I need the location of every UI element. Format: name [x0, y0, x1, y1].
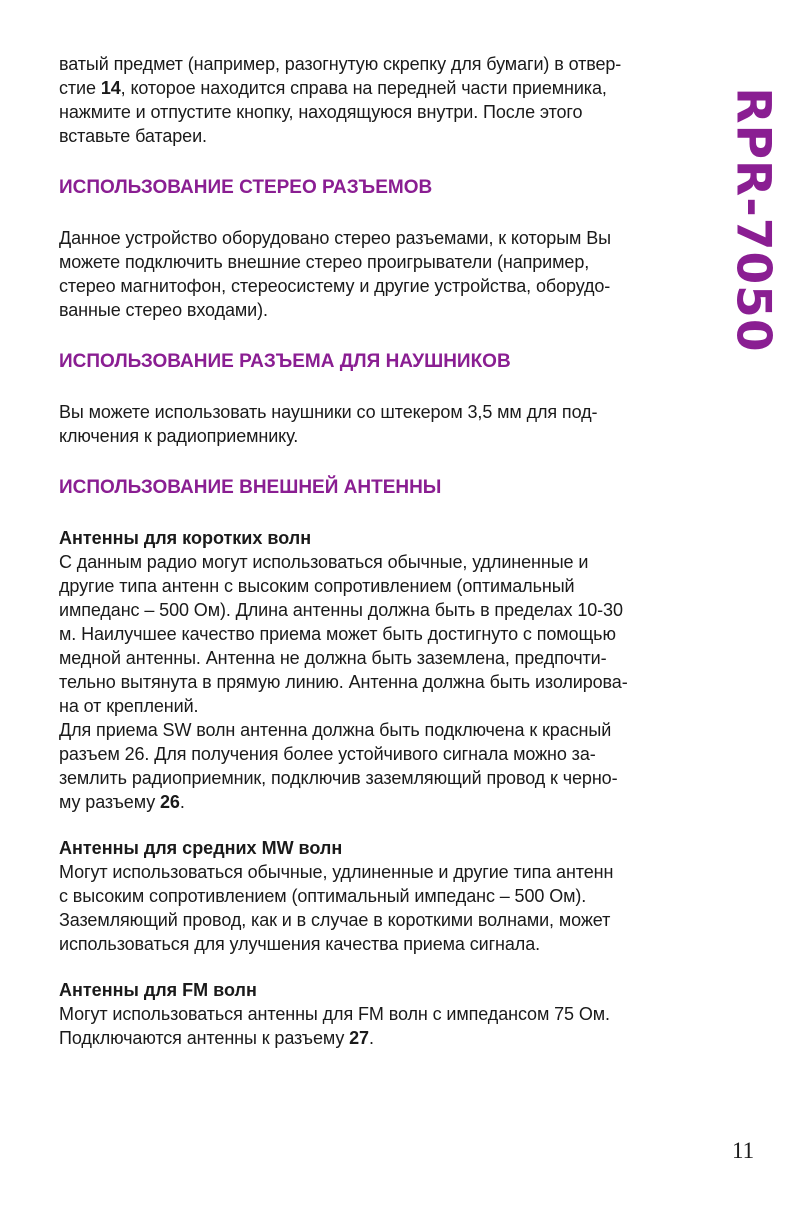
stereo-paragraph: [59, 226, 709, 322]
stereo-line-2: можете подключить внешние стерео проигрыватели (например,: [59, 252, 590, 272]
side-model-title-text: RPR-7050: [725, 87, 781, 353]
headphones-line-2: ключения к радиоприемнику.: [59, 426, 299, 446]
page-content: [59, 52, 709, 1050]
stereo-line-4: ванные стерео входами).: [59, 300, 268, 320]
headphones-heading: ИСПОЛЬЗОВАНИЕ РАЗЪЕМА ДЛЯ НАУШНИКОВ: [59, 351, 511, 372]
sw-paragraph: [59, 550, 709, 814]
sw-line-10: землить радиоприемник, подключив заземляющий провод к черно-: [59, 768, 618, 788]
stereo-line-1: Данное устройство оборудовано стерео разъемами, к которым Вы: [59, 228, 611, 248]
sw-line-1: С данным радио могут использоваться обычные, удлиненные и: [59, 552, 589, 572]
intro-paragraph: [59, 52, 709, 148]
sw-line-8: Для приема SW волн антенна должна быть подключена к красный: [59, 720, 612, 740]
sw-ref-26: 26: [160, 792, 180, 812]
intro-ref-14: 14: [100, 78, 121, 98]
headphones-paragraph: [59, 400, 709, 448]
mw-subheading: Антенны для средних MW волн: [59, 838, 343, 858]
sw-line-2: другие типа антенн с высоким сопротивлением (оптимальный: [59, 576, 575, 596]
fm-line-2c: .: [368, 1028, 374, 1048]
sw-line-3: импеданс – 500 Ом). Длина антенны должна быть в пределах 10-30: [59, 600, 623, 620]
sw-subheading: Антенны для коротких волн: [59, 528, 312, 548]
mw-paragraph: [59, 860, 709, 956]
fm-line-1: Могут использоваться антенны для FM волн с импедансом 75 Ом.: [59, 1004, 610, 1024]
fm-line-2a: Подключаются антенны к разъему: [59, 1028, 350, 1048]
stereo-line-3: стерео магнитофон, стереосистему и другие устройства, оборудо-: [59, 276, 611, 296]
side-model-title: [725, 80, 781, 360]
mw-line-3: Заземляющий провод, как и в случае в короткими волнами, может: [59, 910, 611, 930]
sw-line-6: тельно вытянута в прямую линию. Антенна должна быть изолирова-: [59, 672, 628, 692]
mw-line-1: Могут использоваться обычные, удлиненные и другие типа антенн: [59, 862, 614, 882]
sw-line-4: м. Наилучшее качество приема может быть достигнуто с помощью: [59, 624, 616, 644]
headphones-line-1: Вы можете использовать наушники со штекером 3,5 мм для под-: [59, 402, 598, 422]
sw-line-11c: .: [179, 792, 185, 812]
sw-line-11a: му разъему: [59, 792, 160, 812]
fm-ref-27: 27: [349, 1028, 369, 1048]
mw-line-2: с высоким сопротивлением (оптимальный импеданс – 500 Ом).: [59, 886, 587, 906]
sw-line-5: медной антенны. Антенна не должна быть заземлена, предпочти-: [59, 648, 607, 668]
page-number: 11: [732, 1138, 755, 1163]
intro-line-4: вставьте батареи.: [59, 126, 207, 146]
intro-line-2c: , которое находится справа на передней части приемника,: [120, 78, 607, 98]
stereo-heading: ИСПОЛЬЗОВАНИЕ СТЕРЕО РАЗЪЕМОВ: [59, 177, 433, 198]
fm-subheading: Антенны для FM волн: [59, 980, 257, 1000]
intro-line-2a: стие: [59, 78, 101, 98]
fm-paragraph: [59, 1002, 709, 1050]
intro-line-1: ватый предмет (например, разогнутую скрепку для бумаги) в отвер-: [59, 54, 622, 74]
intro-line-3: нажмите и отпустите кнопку, находящуюся внутри. После этого: [59, 102, 583, 122]
mw-line-4: использоваться для улучшения качества приема сигнала.: [59, 934, 541, 954]
sw-line-7: на от креплений.: [59, 696, 199, 716]
antenna-heading: ИСПОЛЬЗОВАНИЕ ВНЕШНЕЙ АНТЕННЫ: [59, 477, 442, 498]
sw-line-9: разъем 26. Для получения более устойчивого сигнала можно за-: [59, 744, 596, 764]
